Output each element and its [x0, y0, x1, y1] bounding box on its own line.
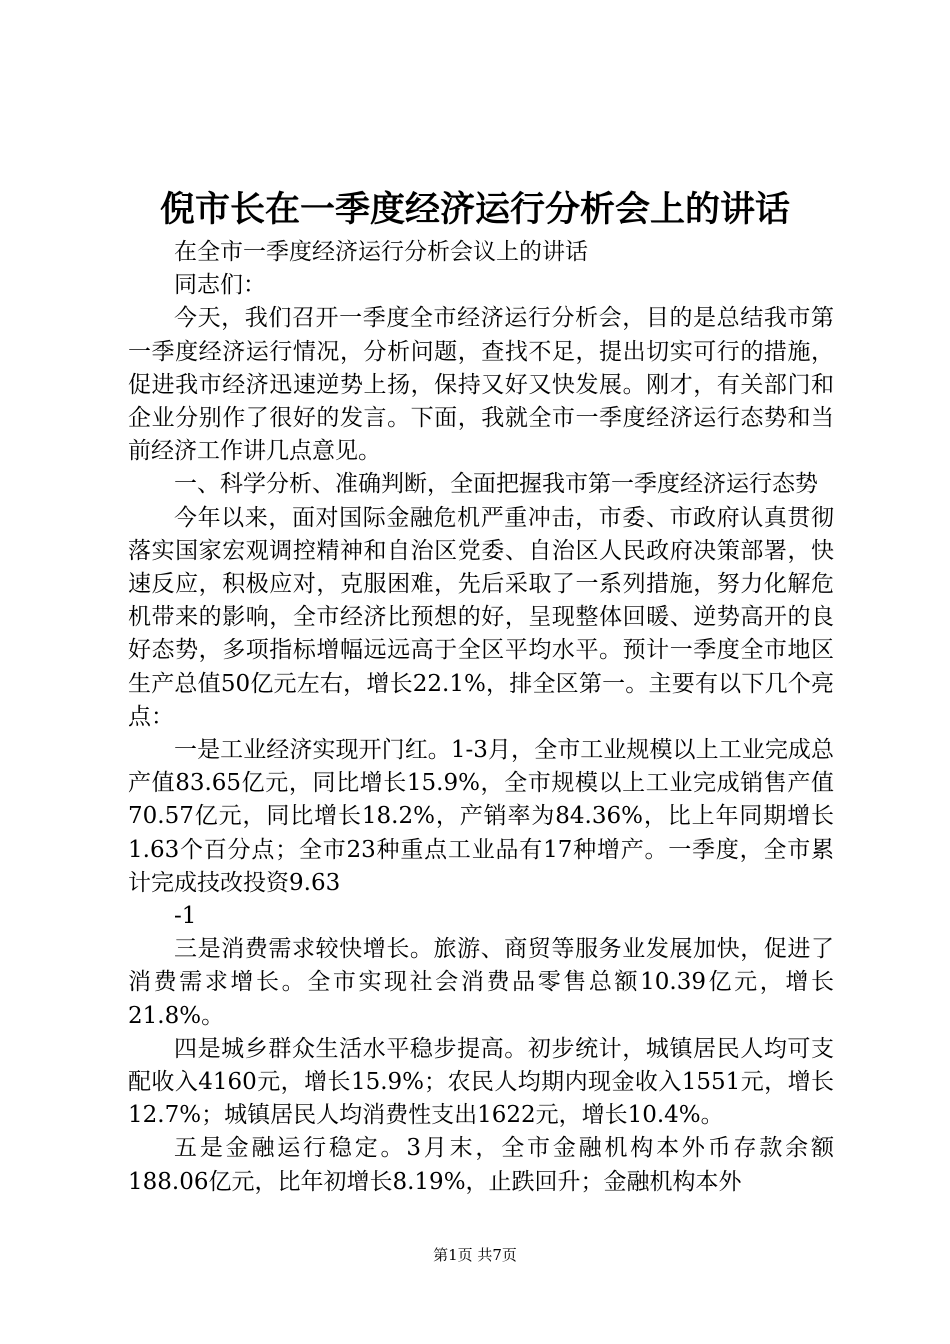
paragraph-consumption: 三是消费需求较快增长。旅游、商贸等服务业发展加快，促进了消费需求增长。全市实现社会消费品零售总额10.39亿元，增长21.8%。	[128, 936, 834, 1029]
paragraph-finance: 五是金融运行稳定。3月末，全市金融机构本外币存款余额188.06亿元，比年初增长8.19%，止跌回升；金融机构本外	[128, 1135, 834, 1195]
page-title: 倪市长在一季度经济运行分析会上的讲话	[159, 189, 790, 230]
section-heading-1: 一、科学分析、准确判断，全面把握我市第一季度经济运行态势	[174, 471, 818, 498]
paragraph-living-standards: 四是城乡群众生活水平稳步提高。初步统计，城镇居民人均可支配收入4160元，增长15.9%；农民人均期内现金收入1551元，增长12.7%；城镇居民人均消费性支出1622元，增长10.4%。	[128, 1035, 834, 1129]
page-marker: -1	[174, 903, 197, 930]
document-body	[128, 236, 834, 1199]
greeting: 同志们：	[174, 272, 266, 299]
page-number: 第1页	[433, 1246, 473, 1264]
paragraph-intro: 今天，我们召开一季度全市经济运行分析会，目的是总结我市第一季度经济运行情况，分析问题，查找不足，提出切实可行的措施，促进我市经济迅速逆势上扬，保持又好又快发展。刚才，有关部门和企业分别作了很好的发言。下面，我就全市一季度经济运行态势和当前经济工作讲几点意见。	[128, 305, 834, 465]
document-subtitle: 在全市一季度经济运行分析会议上的讲话	[174, 239, 588, 265]
page-total: 共7页	[477, 1246, 517, 1264]
paragraph-overview: 今年以来，面对国际金融危机严重冲击，市委、市政府认真贯彻落实国家宏观调控精神和自治区党委、自治区人民政府决策部署，快速反应，积极应对，克服困难，先后采取了一系列措施，努力化解危机带来的影响，全市经济比预想的好，呈现整体回暖、逆势高开的良好态势，多项指标增幅远远高于全区平均水平。预计一季度全市地区生产总值50亿元左右，增长22.1%，排全区第一。主要有以下几个亮点：	[128, 504, 834, 730]
page-footer	[0, 1245, 950, 1265]
paragraph-industry: 一是工业经济实现开门红。1-3月，全市工业规模以上工业完成总产值83.65亿元，同比增长15.9%，全市规模以上工业完成销售产值70.57亿元，同比增长18.2%，产销率为84.36%，比上年同期增长1.63个百分点；全市23种重点工业品有17种增产。一季度，全市累计完成技改投资9.63	[128, 737, 834, 896]
